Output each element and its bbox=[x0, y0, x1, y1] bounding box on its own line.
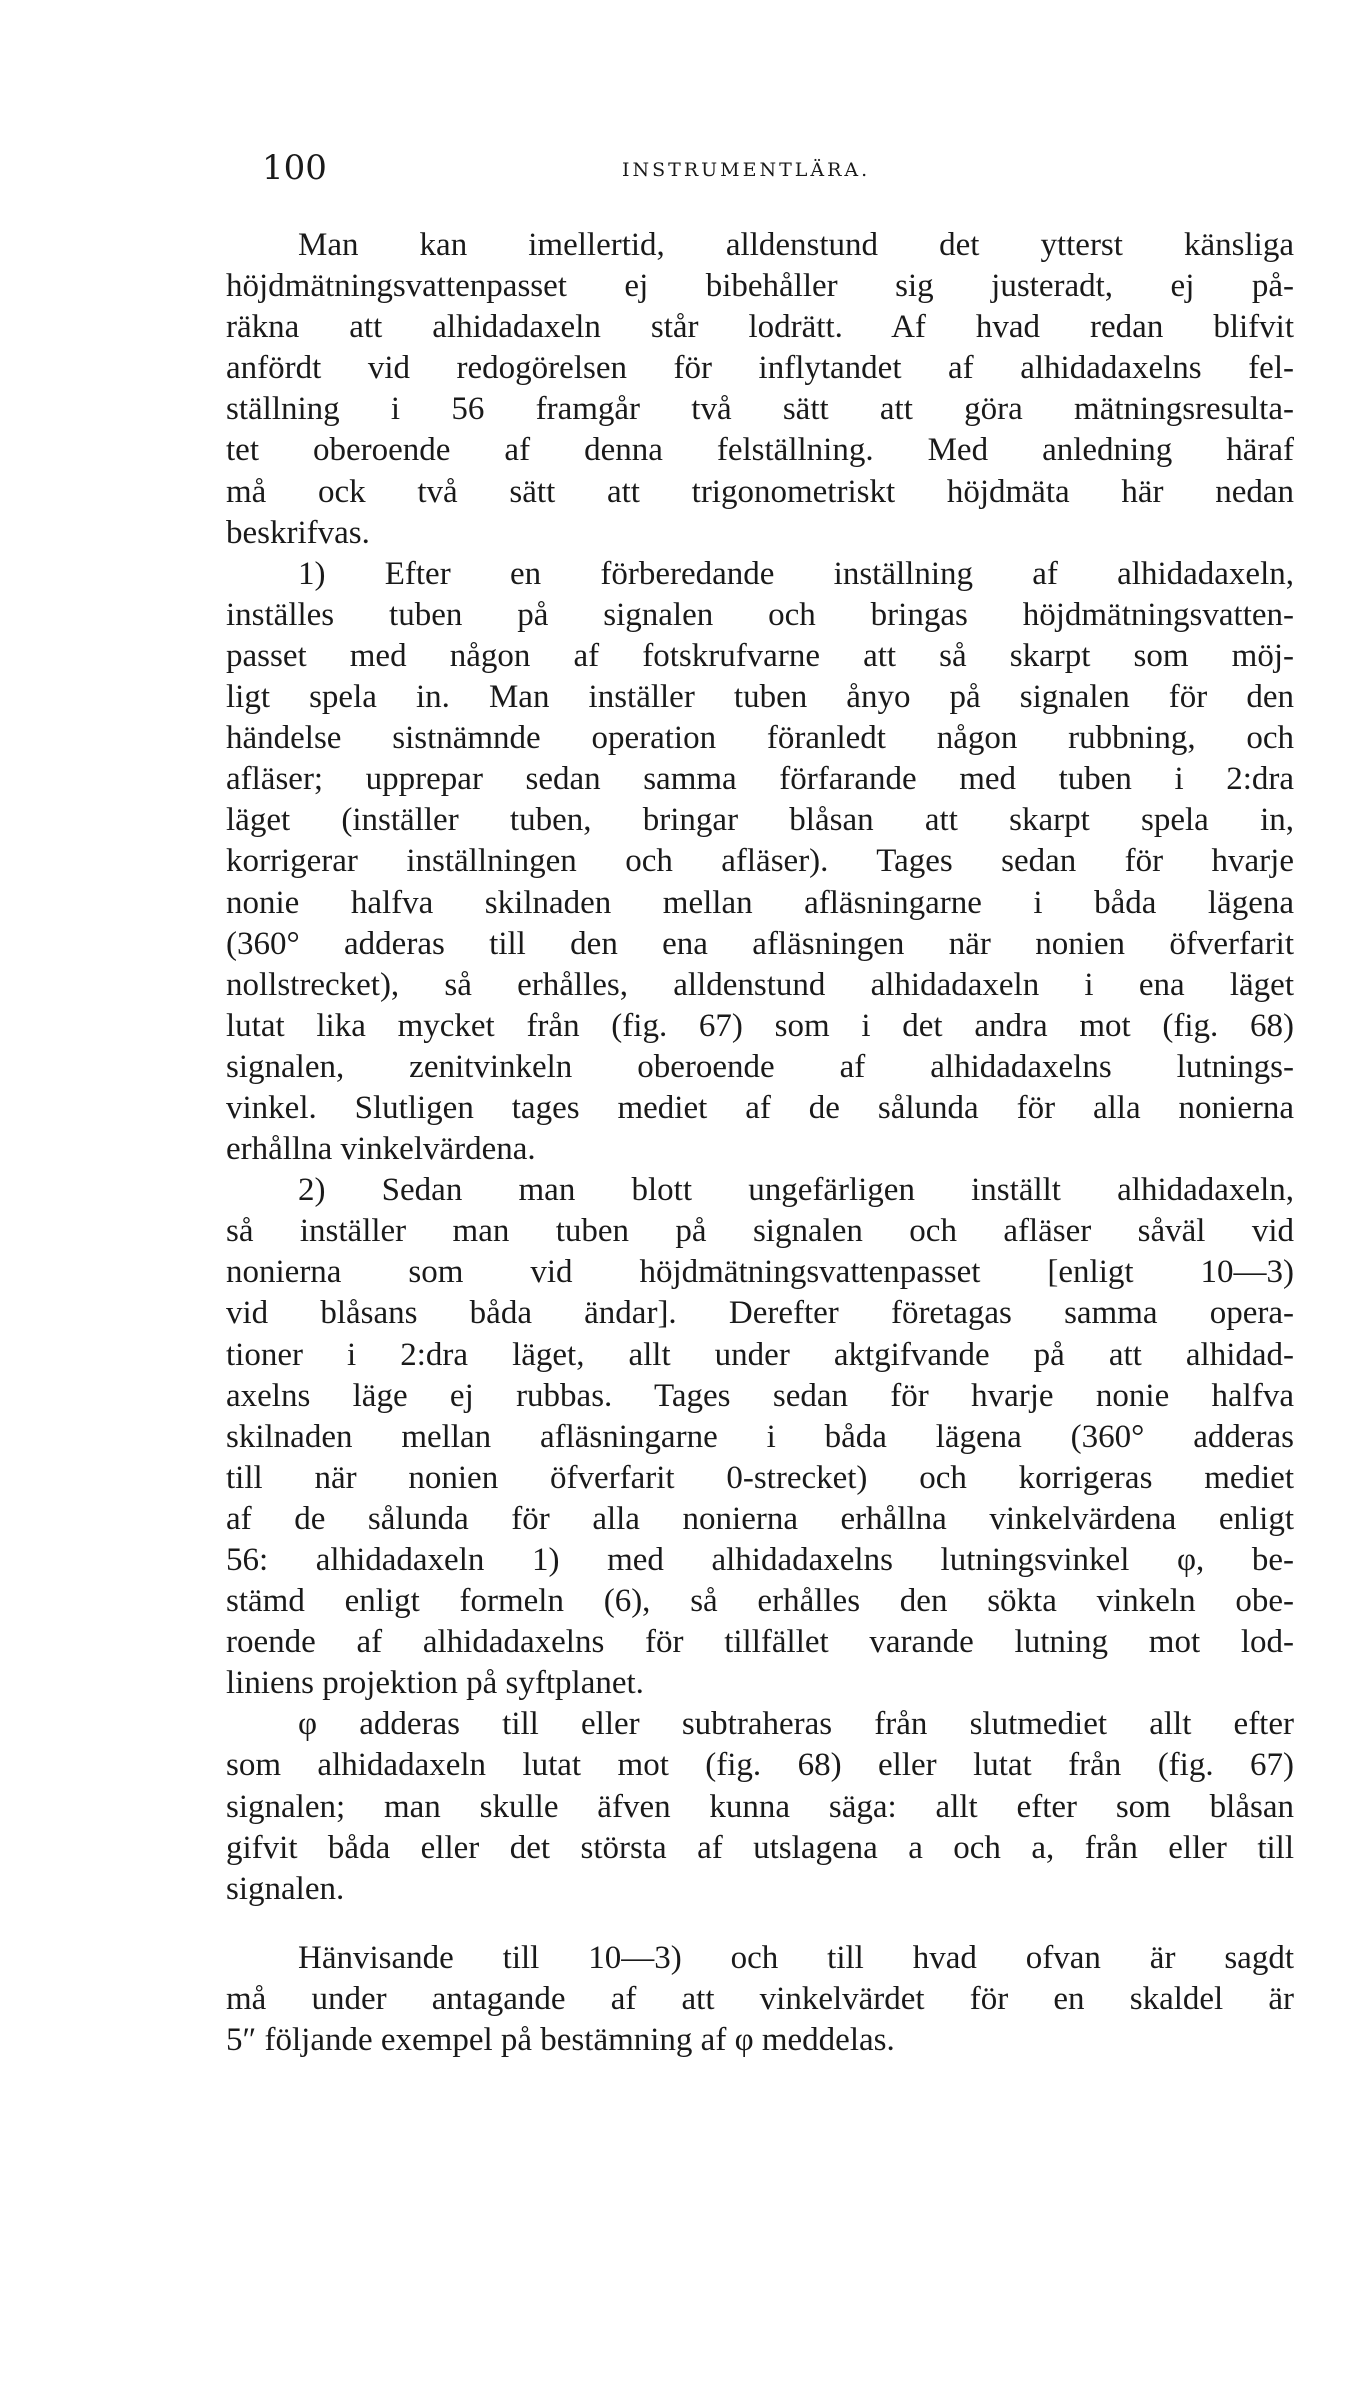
paragraph-1-line-1: Man kan imellertid, alldenstund det ytterst känsliga bbox=[298, 227, 1294, 263]
paragraph-5-line-2: må under antagande af att vinkelvärdet för en skaldel är bbox=[226, 1980, 1294, 2017]
paragraph-3-line-11: stämd enligt formeln (6), så erhålles den sökta vinkeln obe- bbox=[226, 1583, 1294, 1620]
paragraph-1-line-2: höjdmätningsvattenpasset ej bibehåller sig justeradt, ej på- bbox=[226, 268, 1294, 305]
paragraph-3-line-1: 2) Sedan man blott ungefärligen inställt alhidadaxeln, bbox=[298, 1172, 1294, 1209]
paragraph-2-line-4: ligt spela in. Man inställer tuben ånyo på signalen för den bbox=[226, 679, 1294, 716]
paragraph-5-line-1: Hänvisande till 10—3) och till hvad ofvan är sagdt bbox=[298, 1939, 1294, 1976]
paragraph-2-line-13: signalen, zenitvinkeln oberoende af alhidadaxelns lutnings- bbox=[226, 1048, 1294, 1085]
paragraph-2-line-3: passet med någon af fotskrufvarne att så skarpt som möj- bbox=[226, 637, 1294, 674]
paragraph-2-line-12: lutat lika mycket från (fig. 67) som i det andra mot (fig. 68) bbox=[226, 1007, 1294, 1044]
paragraph-3-line-8: till när nonien öfverfarit 0-strecket) och korrigeras mediet bbox=[226, 1459, 1294, 1496]
paragraph-1-line-5: ställning i 56 framgår två sätt att göra mätningsresulta- bbox=[226, 391, 1294, 428]
paragraph-2-line-8: korrigerar inställningen och afläser). Tages sedan för hvarje bbox=[226, 843, 1294, 880]
paragraph-1-line-8: beskrifvas. bbox=[226, 514, 370, 551]
paragraph-3-line-12: roende af alhidadaxelns för tillfället varande lutning mot lod- bbox=[226, 1624, 1294, 1661]
paragraph-4-line-3: signalen; man skulle äfven kunna säga: allt efter som blåsan bbox=[226, 1788, 1294, 1825]
paragraph-3-line-9: af de sålunda för alla nonierna erhållna vinkelvärdena enligt bbox=[226, 1500, 1294, 1537]
paragraph-2-line-15: erhållna vinkelvärdena. bbox=[226, 1131, 536, 1168]
paragraph-3-line-5: tioner i 2:dra läget, allt under aktgifvande på att alhidad- bbox=[226, 1336, 1294, 1373]
paragraph-gap bbox=[226, 1910, 1294, 1938]
paragraph-2-line-14: vinkel. Slutligen tages mediet af de sålunda för alla nonierna bbox=[226, 1089, 1294, 1126]
page-number: 100 bbox=[262, 148, 327, 188]
paragraph-2-line-11: nollstrecket), så erhålles, alldenstund alhidadaxeln i ena läget bbox=[226, 966, 1294, 1003]
paragraph-1-line-3: räkna att alhidadaxeln står lodrätt. Af hvad redan blifvit bbox=[226, 309, 1294, 346]
paragraph-3-line-7: skilnaden mellan afläsningarne i båda lägena (360° adderas bbox=[226, 1418, 1294, 1455]
paragraph-2-line-10: (360° adderas till den ena afläsningen när nonien öfverfarit bbox=[226, 925, 1294, 962]
paragraph-1-line-4: anfördt vid redogörelsen för inflytandet af alhidadaxelns fel- bbox=[226, 350, 1294, 387]
paragraph-5-line-3: 5″ följande exempel på bestämning af φ meddelas. bbox=[226, 2022, 895, 2059]
paragraph-4-line-1: φ adderas till eller subtraheras från slutmediet allt efter bbox=[298, 1706, 1294, 1743]
paragraph-1-line-7: må ock två sätt att trigonometriskt höjdmäta här nedan bbox=[226, 473, 1294, 510]
paragraph-3-line-13: liniens projektion på syftplanet. bbox=[226, 1665, 644, 1702]
paragraph-3-line-4: vid blåsans båda ändar]. Derefter företagas samma opera- bbox=[226, 1295, 1294, 1332]
paragraph-2-line-6: afläser; upprepar sedan samma förfarande med tuben i 2:dra bbox=[226, 761, 1294, 798]
paragraph-3-line-6: axelns läge ej rubbas. Tages sedan för hvarje nonie halfva bbox=[226, 1377, 1294, 1414]
paragraph-1-line-6: tet oberoende af denna felställning. Med anledning häraf bbox=[226, 432, 1294, 469]
paragraph-3-line-2: så inställer man tuben på signalen och afläser såväl vid bbox=[226, 1213, 1294, 1250]
running-head: INSTRUMENTLÄRA. bbox=[622, 159, 871, 181]
paragraph-2-line-2: inställes tuben på signalen och bringas höjdmätningsvatten- bbox=[226, 596, 1294, 633]
page-header bbox=[262, 148, 1202, 198]
body-text bbox=[226, 225, 1294, 2061]
paragraph-4-line-2: som alhidadaxeln lutat mot (fig. 68) eller lutat från (fig. 67) bbox=[226, 1747, 1294, 1784]
paragraph-3-line-10: 56: alhidadaxeln 1) med alhidadaxelns lutningsvinkel φ, be- bbox=[226, 1542, 1294, 1578]
paragraph-2-line-1: 1) Efter en förberedande inställning af alhidadaxeln, bbox=[298, 555, 1294, 592]
paragraph-2-line-9: nonie halfva skilnaden mellan afläsningarne i båda lägena bbox=[226, 884, 1294, 921]
paragraph-2-line-5: händelse sistnämnde operation föranledt någon rubbning, och bbox=[226, 720, 1294, 757]
paragraph-2-line-7: läget (inställer tuben, bringar blåsan att skarpt spela in, bbox=[226, 802, 1294, 839]
paragraph-3-line-3: nonierna som vid höjdmätningsvattenpasset [enligt 10—3) bbox=[226, 1254, 1294, 1291]
paragraph-4-line-4: gifvit båda eller det största af utslagena a och a, från eller till bbox=[226, 1829, 1294, 1866]
paragraph-4-line-5: signalen. bbox=[226, 1870, 345, 1907]
